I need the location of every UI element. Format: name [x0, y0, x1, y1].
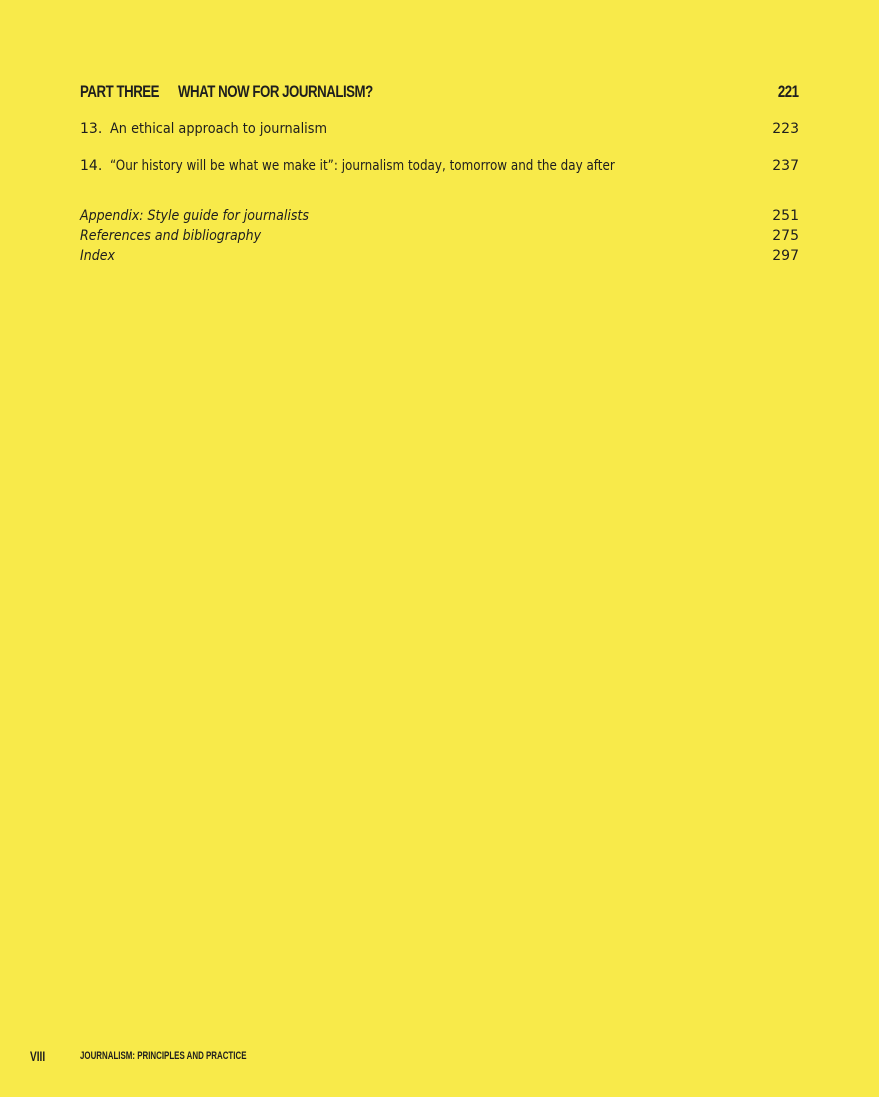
running-title: JOURNALISM: PRINCIPLES AND PRACTICE: [80, 1050, 247, 1062]
toc-entry-index[interactable]: [80, 246, 799, 266]
chapter-number: 14.: [80, 158, 103, 174]
part-title: WHAT NOW FOR JOURNALISM?: [178, 82, 373, 101]
chapter-page-number: 223: [772, 121, 799, 137]
chapter-page-number: 237: [772, 158, 799, 174]
back-matter-title: Index: [80, 248, 115, 264]
back-matter-title: Appendix: Style guide for journalists: [80, 208, 309, 224]
back-matter-page-number: 275: [772, 228, 799, 244]
toc-entry-chapter-14[interactable]: [80, 156, 799, 176]
chapter-number: 13.: [80, 121, 103, 137]
back-matter-page-number: 297: [772, 248, 799, 264]
back-matter-title: References and bibliography: [80, 228, 262, 244]
chapter-title: An ethical approach to journalism: [110, 121, 327, 137]
back-matter-page-number: 251: [772, 208, 799, 224]
toc-entry-chapter-13[interactable]: [80, 119, 799, 139]
chapter-title: “Our history will be what we make it”: journalism today, tomorrow and the day after: [110, 158, 615, 174]
folio-page-number: VIII: [30, 1048, 46, 1064]
toc-entry-references[interactable]: [80, 226, 799, 246]
part-heading: [80, 80, 799, 104]
part-page-number: 221: [778, 82, 799, 101]
toc-entry-appendix[interactable]: [80, 206, 799, 226]
part-label: PART THREE: [80, 82, 160, 101]
page-footer: [30, 1048, 430, 1066]
